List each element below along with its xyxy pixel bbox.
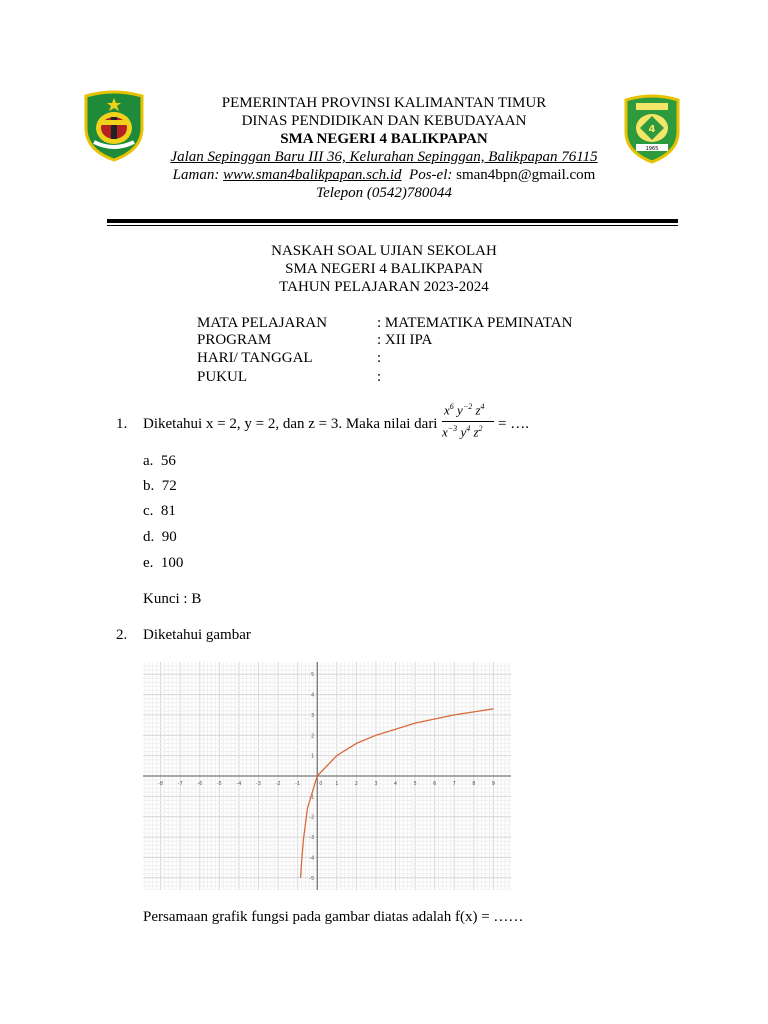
info-label-subject: MATA PELAJARAN bbox=[197, 315, 328, 331]
q2-number: 2. bbox=[116, 627, 128, 643]
header-address: Jalan Sepinggan Baru III 36, Kelurahan Sepinggan, Balikpapan 76115 bbox=[170, 149, 598, 165]
header-divider-thin bbox=[107, 225, 678, 226]
x-tick-label: 7 bbox=[452, 781, 456, 787]
fraction-numerator: $x^6$ $y^{-2}$ $z^4$ bbox=[444, 402, 485, 418]
q1-option-b: b. 72 bbox=[143, 478, 177, 494]
info-value-subject: : MATEMATIKA PEMINATAN bbox=[377, 315, 573, 331]
y-tick-label: -4 bbox=[309, 855, 315, 862]
x-tick-label: -2 bbox=[275, 781, 281, 787]
header-line1: PEMERINTAH PROVINSI KALIMANTAN TIMUR bbox=[221, 95, 547, 111]
exam-title-line3: TAHUN PELAJARAN 2023-2024 bbox=[279, 279, 489, 295]
email-label: Pos-el: bbox=[401, 167, 457, 183]
y-tick-label: -5 bbox=[309, 875, 315, 882]
q1-text: Diketahui x = 2, y = 2, dan z = 3. Maka nilai dari bbox=[143, 416, 438, 432]
x-tick-label: 9 bbox=[491, 781, 495, 787]
q1-key: Kunci : B bbox=[143, 591, 202, 607]
q1-number: 1. bbox=[116, 416, 128, 432]
y-tick-label: 5 bbox=[311, 672, 315, 679]
fraction-denominator: $x^{-3}$ $y^4$ $z^2$ bbox=[442, 424, 483, 440]
x-tick-label: 8 bbox=[472, 781, 476, 787]
email-value: sman4bpn@gmail.com bbox=[456, 167, 596, 183]
q2-graph bbox=[143, 662, 511, 890]
exam-title-line1: NASKAH SOAL UJIAN SEKOLAH bbox=[271, 243, 497, 259]
q1-fraction bbox=[442, 400, 494, 444]
x-tick-label: -1 bbox=[295, 781, 301, 787]
web-label: Laman: bbox=[172, 167, 224, 183]
y-tick-label: 3 bbox=[311, 712, 315, 719]
x-tick-label: -4 bbox=[236, 781, 242, 787]
x-tick-label: 4 bbox=[393, 781, 398, 787]
y-tick-label: -1 bbox=[309, 794, 315, 801]
x-tick-label: -6 bbox=[197, 781, 203, 787]
svg-text:4: 4 bbox=[648, 124, 656, 135]
y-tick-label: 2 bbox=[311, 733, 315, 740]
q1-option-d: d. 90 bbox=[143, 529, 177, 545]
q2-text: Diketahui gambar bbox=[143, 627, 251, 643]
info-value-time: : bbox=[377, 369, 382, 385]
q1-suffix: = …. bbox=[498, 416, 529, 432]
info-value-program: : XII IPA bbox=[377, 332, 433, 348]
q2-question: Persamaan grafik fungsi pada gambar diatas adalah f(x) = …… bbox=[143, 909, 524, 925]
q1-option-c: c. 81 bbox=[143, 503, 176, 519]
origin-label: 0 bbox=[319, 781, 323, 787]
info-label-program: PROGRAM bbox=[197, 332, 272, 348]
header-line2: DINAS PENDIDIKAN DAN KEBUDAYAAN bbox=[241, 113, 527, 129]
y-tick-label: 1 bbox=[311, 753, 315, 760]
q1-option-e: e. 100 bbox=[143, 555, 184, 571]
school-logo-year: 1965 bbox=[645, 146, 659, 152]
q1-option-a: a. 56 bbox=[143, 453, 176, 469]
header-divider-thick bbox=[107, 219, 678, 223]
x-tick-label: -3 bbox=[255, 781, 261, 787]
x-tick-label: -5 bbox=[216, 781, 222, 787]
header-school: SMA NEGERI 4 BALIKPAPAN bbox=[280, 131, 488, 147]
info-value-date: : bbox=[377, 350, 382, 366]
x-tick-label: 3 bbox=[374, 781, 378, 787]
exam-title-line2: SMA NEGERI 4 BALIKPAPAN bbox=[285, 261, 483, 277]
fraction-bar bbox=[442, 421, 494, 422]
function-graph bbox=[143, 662, 511, 890]
y-tick-label: -2 bbox=[309, 814, 315, 821]
x-tick-label: -7 bbox=[177, 781, 183, 787]
function-curve bbox=[301, 709, 494, 878]
header-phone: Telepon (0542)780044 bbox=[316, 185, 452, 201]
web-link[interactable]: www.sman4balikpapan.sch.id bbox=[223, 167, 402, 183]
x-tick-label: -8 bbox=[158, 781, 164, 787]
info-label-time: PUKUL bbox=[197, 369, 248, 385]
x-tick-label: 5 bbox=[413, 781, 417, 787]
x-tick-label: 1 bbox=[335, 781, 339, 787]
y-tick-label: 4 bbox=[311, 692, 315, 699]
x-tick-label: 2 bbox=[354, 781, 358, 787]
header-contact bbox=[0, 166, 768, 184]
y-tick-label: -3 bbox=[309, 835, 315, 842]
info-label-date: HARI/ TANGGAL bbox=[197, 350, 313, 366]
x-tick-label: 6 bbox=[433, 781, 437, 787]
